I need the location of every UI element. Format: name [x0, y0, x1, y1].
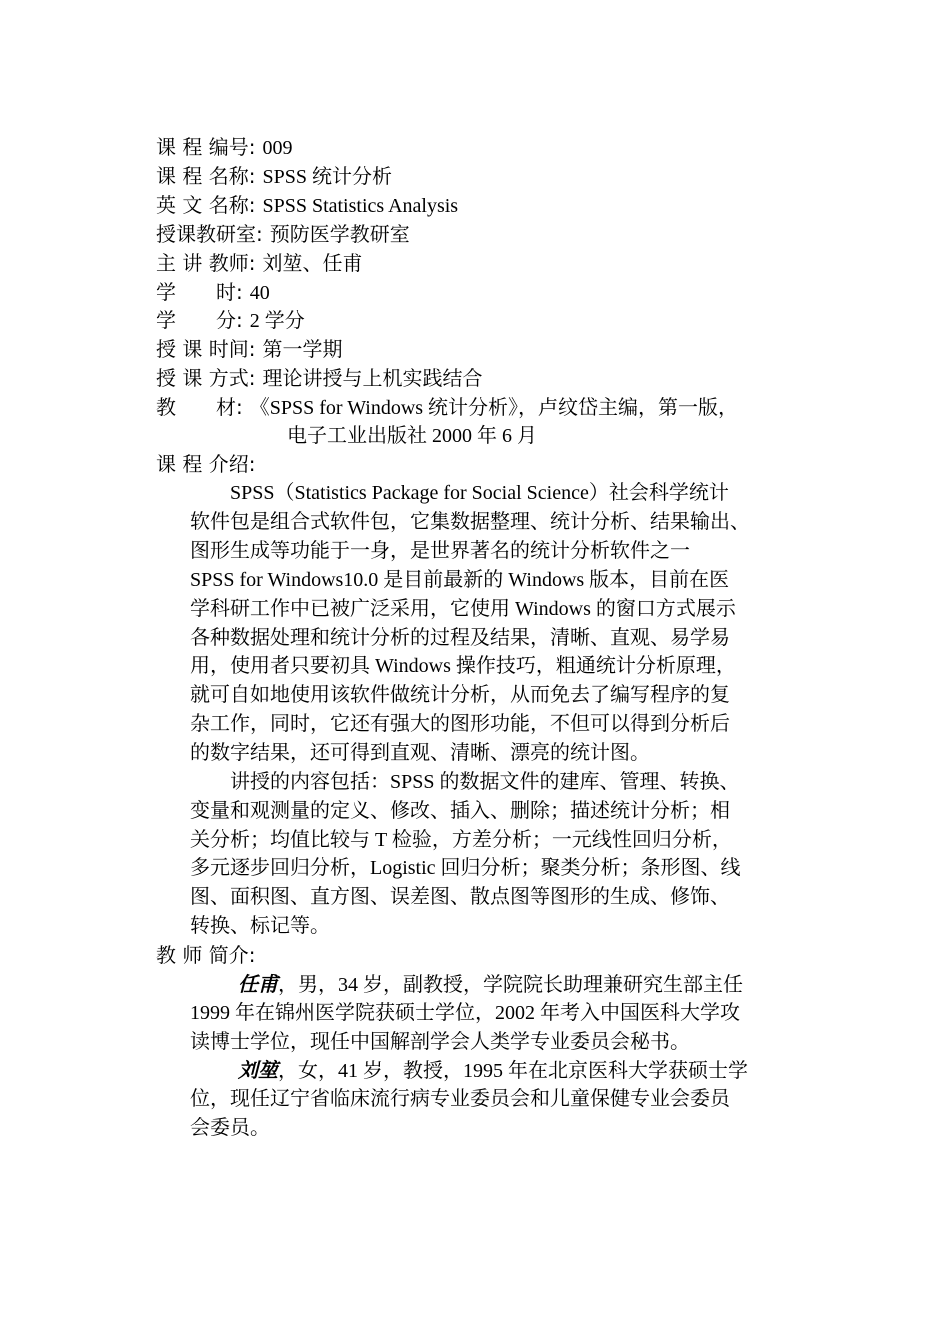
term-value: 第一学期 [262, 339, 343, 361]
textbook-value: 《SPSS for Windows 统计分析》，卢纹岱主编，第一版， [249, 397, 739, 419]
department-value: 预防医学教研室 [269, 224, 410, 246]
teacher1-name: 任甫 [238, 972, 278, 996]
textbook-row [156, 393, 738, 423]
bio-line: 会委员。 [190, 1117, 270, 1139]
textbook-label: 教 材: [156, 395, 243, 419]
intro-line: 学科研工作中已被广泛采用，它使用 Windows 的窗口方式展示 [190, 598, 736, 620]
english-name-label: 英 文 名称: [156, 193, 256, 217]
intro-line: 各种数据处理和统计分析的过程及结果，清晰、直观、易学易 [190, 627, 730, 649]
teachers-label: 主 讲 教师: [156, 251, 256, 275]
teachers-value: 刘堃、任甫 [262, 253, 363, 275]
teacher1-text: ，男，34 岁，副教授，学院院长助理兼研究生部主任 [278, 974, 743, 996]
bio-teacher2-first-line [238, 1056, 748, 1086]
intro-line: 软件包是组合式软件包，它集数据整理、统计分析、结果输出、 [190, 511, 750, 533]
intro-line: SPSS for Windows10.0 是目前最新的 Windows 版本，目前在医 [190, 569, 730, 591]
method-value: 理论讲授与上机实践结合 [262, 368, 483, 390]
intro-line: 图、面积图、直方图、误差图、散点图等图形的生成、修饰、 [190, 886, 730, 908]
course-name-row [156, 162, 392, 192]
intro-line: 杂工作，同时，它还有强大的图形功能，不但可以得到分析后 [190, 713, 730, 735]
textbook-publisher: 电子工业出版社 2000 年 6 月 [287, 425, 537, 447]
hours-label: 学 时: [156, 280, 243, 304]
method-label: 授 课 方式: [156, 366, 256, 390]
teachers-row [156, 249, 362, 279]
course-name-label: 课 程 名称: [156, 164, 256, 188]
course-number-label: 课 程 编号: [156, 135, 256, 159]
hours-row [156, 278, 270, 308]
bio-line: 位，现任辽宁省临床流行病专业委员会和儿童保健专业会委员 [190, 1088, 730, 1110]
bio-heading: 教 师 简介: [156, 943, 256, 967]
teacher2-text: ，女，41 岁，教授，1995 年在北京医科大学获硕士学 [278, 1060, 748, 1082]
department-label: 授课教研室: [156, 222, 263, 246]
course-number-row [156, 133, 292, 163]
course-name-value: SPSS 统计分析 [262, 166, 392, 188]
department-row [156, 220, 410, 250]
method-row [156, 364, 482, 394]
bio-line: 1999 年在锦州医学院获硕士学位，2002 年考入中国医科大学攻 [190, 1002, 740, 1024]
intro-line: 用，使用者只要初具 Windows 操作技巧，粗通统计分析原理， [190, 655, 736, 677]
teacher2-name: 刘堃 [238, 1058, 278, 1082]
term-label: 授 课 时间: [156, 337, 256, 361]
course-number-value: 009 [262, 137, 293, 159]
intro-heading: 课 程 介绍: [156, 452, 256, 476]
credits-row [156, 306, 305, 336]
english-name-row [156, 191, 458, 221]
hours-value: 40 [249, 282, 270, 304]
credits-label: 学 分: [156, 308, 243, 332]
bio-line: 读博士学位，现任中国解剖学会人类学专业委员会秘书。 [190, 1031, 690, 1053]
intro-line: 就可自如地使用该软件做统计分析，从而免去了编写程序的复 [190, 684, 730, 706]
intro-line: 的数字结果，还可得到直观、清晰、漂亮的统计图。 [190, 742, 650, 764]
intro-line: 关分析；均值比较与 T 检验，方差分析；一元线性回归分析， [190, 829, 732, 851]
intro-line: 变量和观测量的定义、修改、插入、删除；描述统计分析；相 [190, 800, 730, 822]
intro-line: 讲授的内容包括：SPSS 的数据文件的建库、管理、转换、 [190, 771, 740, 793]
term-row [156, 335, 342, 365]
intro-line: SPSS（Statistics Package for Social Science）社会科学统计 [190, 482, 729, 504]
intro-line: 转换、标记等。 [190, 915, 330, 937]
intro-line: 多元逐步回归分析，Logistic 回归分析；聚类分析；条形图、线 [190, 857, 741, 879]
bio-teacher1-first-line [238, 970, 743, 1000]
english-name-value: SPSS Statistics Analysis [262, 195, 459, 217]
credits-value: 2 学分 [249, 310, 305, 332]
intro-line: 图形生成等功能于一身，是世界著名的统计分析软件之一 [190, 540, 690, 562]
